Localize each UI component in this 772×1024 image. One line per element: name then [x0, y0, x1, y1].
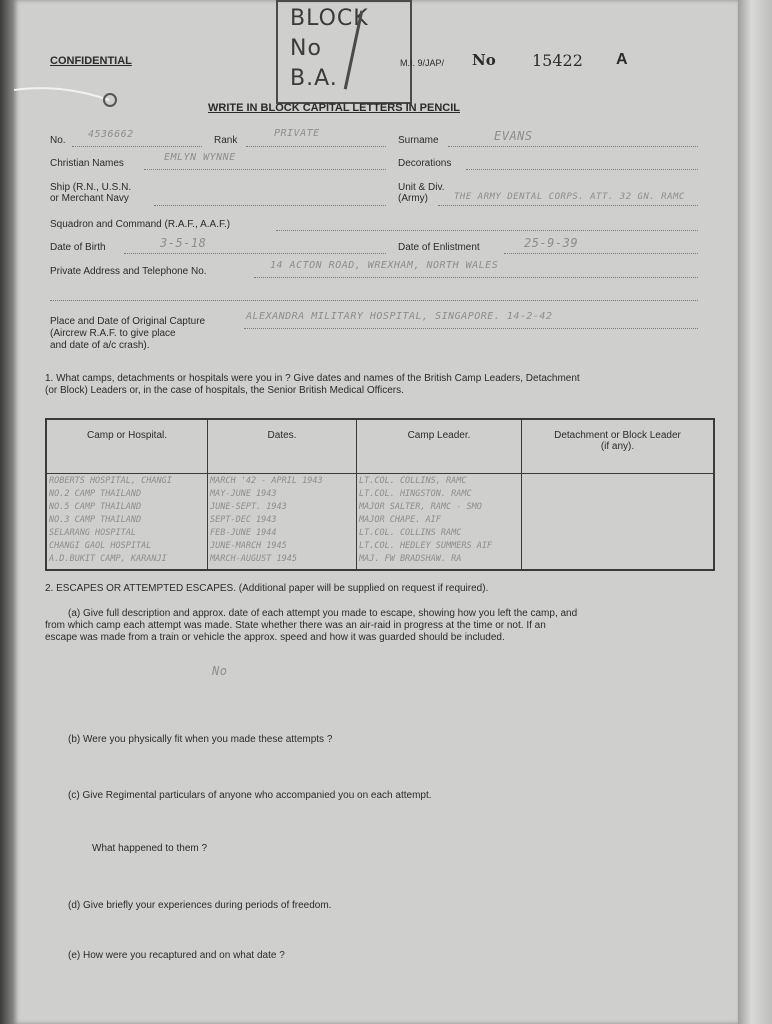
q2c-followup: What happened to them ?	[92, 843, 208, 854]
col-dates-header: Dates.	[208, 419, 357, 474]
camps-table-header	[46, 419, 714, 474]
rank-value: PRIVATE	[274, 128, 320, 139]
dob-value: 3-5-18	[160, 236, 207, 250]
q2b: (b) Were you physically fit when you made these attempts ?	[68, 734, 333, 745]
rank-line	[246, 146, 386, 147]
serial-suffix: A	[616, 51, 628, 68]
cell-camp: A.D.BUKIT CAMP, KARANJI	[46, 552, 208, 570]
christian-names-label: Christian Names	[50, 158, 124, 169]
col-leader-header: Camp Leader.	[357, 419, 522, 474]
cell-detachment	[522, 539, 715, 552]
q2d: (d) Give briefly your experiences during periods of freedom.	[68, 900, 332, 911]
form-code: M.I. 9/JAP/	[400, 58, 445, 68]
capture-label-2: (Aircrew R.A.F. to give place	[50, 328, 176, 339]
block-stamp	[276, 0, 412, 104]
col-detachment-header: Detachment or Block Leader (if any).	[522, 419, 715, 474]
table-row	[46, 552, 714, 570]
christian-names-value: EMLYN WYNNE	[164, 152, 236, 163]
no-label: No.	[50, 135, 66, 146]
address-line-2	[50, 300, 698, 301]
cell-detachment	[522, 513, 715, 526]
serial-number: 15422	[532, 51, 583, 70]
surname-label: Surname	[398, 135, 439, 146]
cell-detachment	[522, 526, 715, 539]
no-line	[72, 146, 202, 147]
capture-line	[244, 328, 698, 329]
table-row	[46, 500, 714, 513]
address-value: 14 ACTON ROAD, WREXHAM, NORTH WALES	[270, 260, 499, 271]
cell-camp: NO.5 CAMP THAILAND	[46, 500, 208, 513]
binder-shadow	[0, 0, 14, 1024]
table-row	[46, 513, 714, 526]
number-label: No	[472, 51, 496, 69]
squadron-label: Squadron and Command (R.A.F., A.A.F.)	[50, 219, 231, 230]
q1-line-1: 1. What camps, detachments or hospitals were you in ? Give dates and names of the British Camp Leaders, Detachment	[45, 373, 580, 384]
surname-value: EVANS	[494, 129, 533, 143]
unit-label-2: (Army)	[398, 193, 428, 204]
cell-dates: JUNE-SEPT. 1943	[208, 500, 357, 513]
cell-dates: JUNE-MARCH 1945	[208, 539, 357, 552]
table-row	[46, 474, 714, 488]
cell-detachment	[522, 552, 715, 570]
enlistment-value: 25-9-39	[524, 236, 579, 250]
squadron-line	[276, 230, 698, 231]
camps-table	[45, 418, 715, 571]
cell-camp: NO.2 CAMP THAILAND	[46, 487, 208, 500]
capture-value: ALEXANDRA MILITARY HOSPITAL, SINGAPORE. 14-2-42	[246, 311, 553, 322]
address-line	[254, 277, 698, 278]
q2a-line-2: from which camp each attempt was made. State whether there was an air-raid in progress at the time or not. If an	[45, 620, 546, 631]
cell-dates: FEB-JUNE 1944	[208, 526, 357, 539]
decorations-label: Decorations	[398, 158, 452, 169]
q2e: (e) How were you recaptured and on what date ?	[68, 950, 285, 961]
table-row	[46, 487, 714, 500]
cell-leader: MAJOR CHAPE. AIF	[357, 513, 522, 526]
dob-line	[124, 253, 386, 254]
cell-leader: MAJ. FW BRADSHAW. RA	[357, 552, 522, 570]
cell-detachment	[522, 487, 715, 500]
enlistment-line	[504, 253, 698, 254]
address-label: Private Address and Telephone No.	[50, 266, 207, 277]
unit-label-1: Unit & Div.	[398, 182, 445, 193]
stamp-line-1: BLOCK	[290, 6, 369, 31]
table-row	[46, 539, 714, 552]
cell-dates: SEPT-DEC 1943	[208, 513, 357, 526]
decorations-line	[466, 169, 698, 170]
cell-camp: NO.3 CAMP THAILAND	[46, 513, 208, 526]
dob-label: Date of Birth	[50, 242, 106, 253]
cell-camp: CHANGI GAOL HOSPITAL	[46, 539, 208, 552]
cell-dates: MARCH '42 - APRIL 1943	[208, 474, 357, 488]
q1-line-2: (or Block) Leaders or, in the case of hospitals, the Senior British Medical Officers.	[45, 385, 404, 396]
capture-label-3: and date of a/c crash).	[50, 340, 150, 351]
stamp-line-2: No	[290, 36, 322, 61]
cell-dates: MAY-JUNE 1943	[208, 487, 357, 500]
unit-value: THE ARMY DENTAL CORPS. ATT. 32 GN. RAMC	[454, 192, 685, 202]
table-row	[46, 526, 714, 539]
q2c: (c) Give Regimental particulars of anyone who accompanied you on each attempt.	[68, 790, 432, 801]
q2-heading: 2. ESCAPES OR ATTEMPTED ESCAPES. (Additional paper will be supplied on request if required).	[45, 583, 489, 594]
surname-line	[448, 146, 698, 147]
tag-string	[14, 86, 124, 108]
no-value: 4536662	[88, 129, 134, 140]
rank-label: Rank	[214, 135, 238, 146]
cell-leader: LT.COL. HEDLEY SUMMERS AIF	[357, 539, 522, 552]
cell-camp: ROBERTS HOSPITAL, CHANGI	[46, 474, 208, 488]
cell-leader: LT.COL. HINGSTON. RAMC	[357, 487, 522, 500]
capture-label-1: Place and Date of Original Capture	[50, 316, 206, 327]
ship-line	[154, 205, 386, 206]
ship-label-2: or Merchant Navy	[50, 193, 129, 204]
cell-camp: SELARANG HOSPITAL	[46, 526, 208, 539]
stamp-line-3: B.A.	[290, 66, 338, 91]
cell-detachment	[522, 474, 715, 488]
q2a-line-3: escape was made from a train or vehicle the approx. speed and how it was guarded should be included.	[45, 632, 505, 643]
col-camp-header: Camp or Hospital.	[46, 419, 208, 474]
page-stack-edge	[738, 0, 772, 1024]
q2a-answer: No	[212, 664, 228, 678]
unit-line	[438, 205, 698, 206]
cell-detachment	[522, 500, 715, 513]
ship-label-1: Ship (R.N., U.S.N.	[50, 182, 132, 193]
cell-dates: MARCH-AUGUST 1945	[208, 552, 357, 570]
enlistment-label: Date of Enlistment	[398, 242, 480, 253]
christian-names-line	[144, 169, 386, 170]
cell-leader: MAJOR SALTER, RAMC - SMO	[357, 500, 522, 513]
q2a-line-1: (a) Give full description and approx. date of each attempt you made to escape, showing how you left the camp, and	[68, 608, 578, 619]
cell-leader: LT.COL. COLLINS RAMC	[357, 526, 522, 539]
document-page	[14, 0, 738, 1024]
confidential-label: CONFIDENTIAL	[50, 55, 132, 67]
instruction-heading: WRITE IN BLOCK CAPITAL LETTERS IN PENCIL	[208, 102, 460, 114]
cell-leader: LT.COL. COLLINS, RAMC	[357, 474, 522, 488]
